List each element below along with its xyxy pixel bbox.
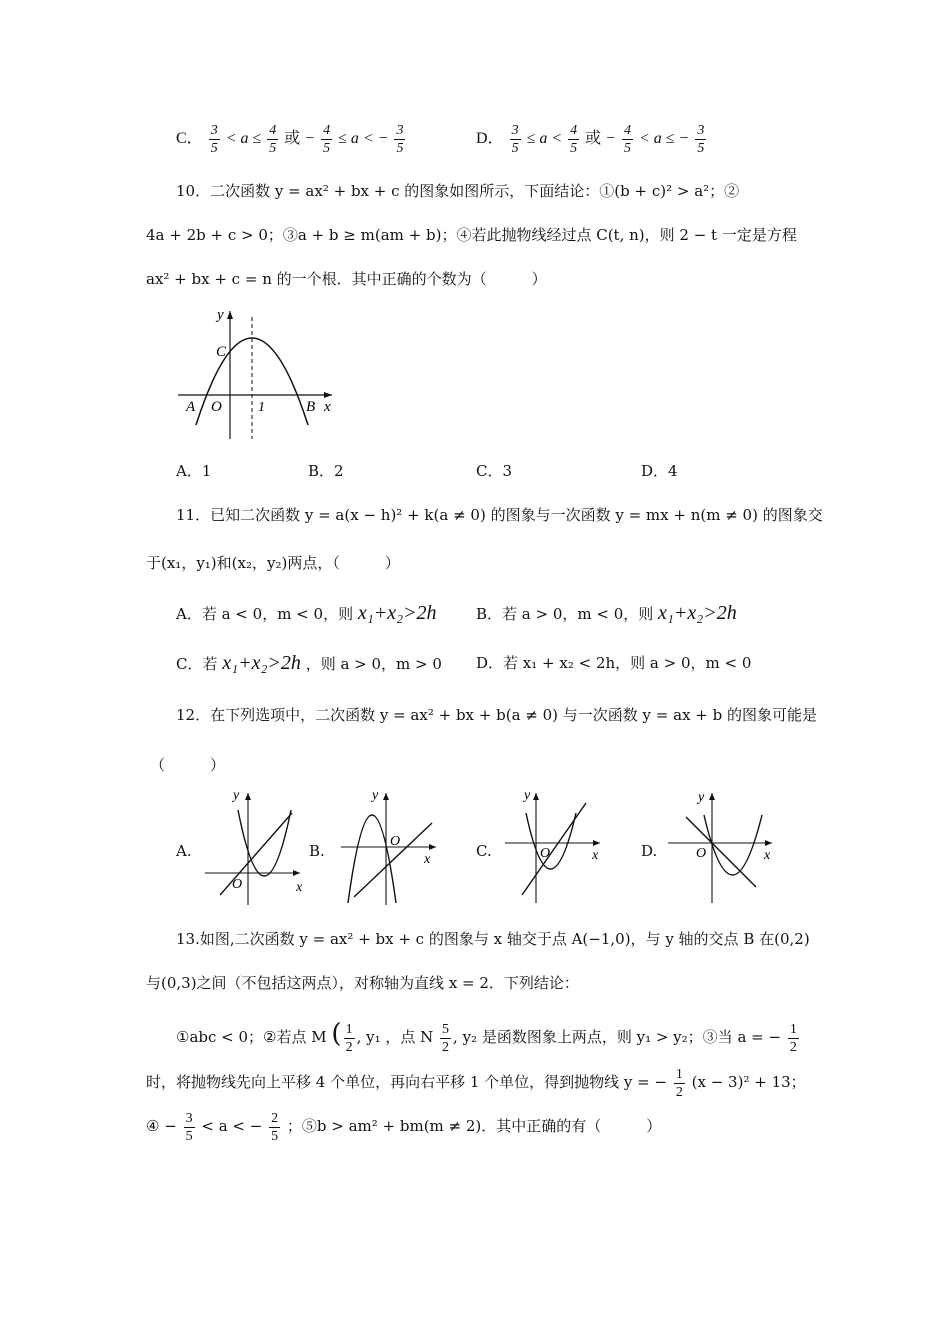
q9-c-label: C． (176, 130, 203, 148)
line-graph (522, 803, 586, 895)
origin-label: O (390, 834, 401, 849)
q12-graph-d (664, 785, 780, 910)
fraction: $\frac{4}{5}$ (570, 123, 578, 156)
q10-option-b: B．2 (308, 462, 344, 480)
fraction: $\frac{3}{5}$ (697, 123, 705, 156)
q10-line-3: ax² + bx + c = n 的一个根．其中正确的个数为（ ） (146, 270, 547, 288)
x-arrow (324, 392, 332, 398)
point-a-label: A (186, 399, 196, 415)
q11-option-b (476, 602, 737, 625)
parabola-curve (348, 815, 396, 903)
line-graph (220, 813, 292, 895)
q11-option-d: D．若 x₁ + x₂ < 2h，则 a > 0，m < 0 (476, 654, 752, 672)
q12-label-a: A. (176, 842, 192, 860)
math-text: ≤ a < − (338, 130, 389, 148)
x-label: x (764, 848, 771, 863)
q11-c-inequality: x₁+x₂>2h (222, 652, 301, 674)
q13-l3-a: ①abc < 0；②若点 M (176, 1028, 327, 1046)
origin-label: O (696, 846, 707, 861)
q13-line-4 (146, 1062, 806, 1102)
q11-option-a (176, 602, 437, 625)
fraction: $\frac{4}{5}$ (623, 123, 631, 156)
x-label: x (424, 852, 431, 867)
fraction: $\frac{1}{2}$ (675, 1066, 683, 1100)
tick-one-label: 1 (258, 400, 265, 415)
or-text: 或 (585, 130, 602, 148)
q12-label-b: B. (309, 842, 325, 860)
math-text: − (304, 130, 316, 148)
q12-graph-b (336, 785, 446, 910)
fraction: $\frac{3}{5}$ (185, 1110, 193, 1144)
q11-b-inequality: x₁+x₂>2h (658, 602, 737, 624)
fraction: $\frac{1}{2}$ (345, 1021, 353, 1055)
paren-open: ( (331, 1019, 342, 1049)
parabola-curve (526, 813, 576, 869)
q12-label-c: C. (476, 842, 492, 860)
q13-line-3 (176, 1014, 801, 1057)
q9-option-c (176, 122, 407, 157)
y-label: y (372, 788, 379, 803)
q10-line-1: 10．二次函数 y = ax² + bx + c 的图象如图所示，下面结论：①(b + c)² > a²；② (176, 182, 740, 200)
q11-line-1: 11．已知二次函数 y = a(x − h)² + k(a ≠ 0) 的图象与一次函数 y = mx + n(m ≠ 0) 的图象交 (176, 506, 823, 524)
q13-line-5 (146, 1106, 661, 1146)
q13-l4-b: (x − 3)² + 13； (691, 1073, 806, 1091)
fraction: $\frac{5}{2}$ (442, 1021, 450, 1055)
q11-b-text: B．若 a > 0，m < 0，则 (476, 605, 654, 623)
fraction: $\frac{2}{5}$ (271, 1110, 279, 1144)
fraction: $\frac{1}{2}$ (789, 1021, 797, 1055)
q13-line-2: 与(0,3)之间（不包括这两点），对称轴为直线 x = 2．下列结论： (146, 974, 579, 992)
point-b-label: B (306, 399, 316, 415)
q12-line-2: （ ） (150, 756, 226, 774)
q11-c-pre: C．若 (176, 655, 218, 673)
fraction: $\frac{3}{5}$ (396, 123, 404, 156)
y-label: y (524, 788, 531, 803)
math-text: ≤ a < (526, 130, 563, 148)
q9-d-label: D． (476, 130, 504, 148)
x-label: x (324, 399, 331, 415)
fraction: $\frac{4}{5}$ (323, 123, 331, 156)
q13-l5-c: ；⑤b > am² + bm(m ≠ 2)．其中正确的有（ ） (286, 1117, 662, 1135)
q10-option-a: A．1 (176, 462, 212, 480)
origin-label: O (232, 877, 243, 892)
q13-line-1: 13.如图,二次函数 y = ax² + bx + c 的图象与 x 轴交于点 A(−1,0)，与 y 轴的交点 B 在(0,2) (176, 930, 810, 948)
q11-a-text: A．若 a < 0，m < 0，则 (176, 605, 354, 623)
q13-l4-a: 时，将抛物线先向上平移 4 个单位，再向右平移 1 个单位，得到抛物线 y = − (146, 1073, 668, 1091)
fraction: $\frac{4}{5}$ (269, 123, 277, 156)
y-label: y (233, 788, 240, 803)
q13-l3-c: , y₂ 是函数图象上两点，则 y₁ > y₂；③当 a = − (453, 1028, 782, 1046)
q13-l5-a: ④ − (146, 1117, 177, 1135)
q13-l3-b: , y₁ ，点 N (356, 1028, 434, 1046)
fraction: $\frac{3}{5}$ (511, 123, 519, 156)
origin-label: O (540, 846, 551, 861)
x-label: x (296, 880, 303, 895)
q11-c-post: ，则 a > 0，m > 0 (305, 655, 442, 673)
x-label: x (592, 848, 599, 863)
q10-line-2: 4a + 2b + c > 0；③a + b ≥ m(am + b)；④若此抛物线经过点 C(t, n)，则 2 − t 一定是方程 (146, 226, 797, 244)
q13-l5-b: < a < − (201, 1117, 263, 1135)
q10-option-d: D．4 (641, 462, 678, 480)
q12-graph-a (200, 785, 310, 910)
point-c-label: C (216, 344, 227, 360)
y-label: y (698, 790, 705, 805)
math-text: < a ≤ (225, 130, 262, 148)
q11-option-c (176, 652, 442, 675)
q12-line-1: 12．在下列选项中，二次函数 y = ax² + bx + b(a ≠ 0) 与一次函数 y = ax + b 的图象可能是 (176, 706, 818, 724)
math-text: − (605, 130, 616, 148)
y-arrow (227, 311, 233, 319)
origin-label: O (211, 399, 222, 415)
q11-line-2: 于(x₁，y₁)和(x₂，y₂)两点，（ ） (146, 554, 400, 572)
q10-parabola-graph (172, 305, 352, 445)
fraction: $\frac{3}{5}$ (210, 123, 218, 156)
q11-a-inequality: x₁+x₂>2h (357, 602, 437, 624)
y-label: y (217, 307, 224, 323)
q12-graph-c (500, 785, 610, 910)
parabola-curve (704, 815, 762, 875)
q9-option-d (476, 122, 708, 157)
or-text: 或 (284, 130, 301, 148)
math-text: < a ≤ − (638, 130, 690, 148)
q12-label-d: D. (641, 842, 658, 860)
q10-option-c: C．3 (476, 462, 513, 480)
